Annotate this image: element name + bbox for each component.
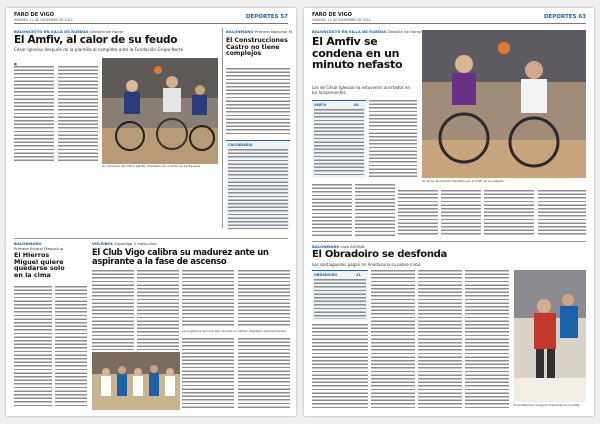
right-lead-headline: El Amfiv se condena en un minuto nefasto: [312, 35, 403, 72]
left-side-kicker-sub: Primera Nacional M: [254, 29, 292, 34]
right-second-score-text: [314, 279, 366, 319]
right-masthead: [312, 12, 586, 24]
right-masthead-name: FARO DE VIGO: [312, 12, 352, 18]
left-lead-photo: [102, 58, 218, 164]
right-lead-text-col-7: [538, 190, 586, 236]
left-second-kicker-text: BALONMANO: [14, 241, 42, 246]
right-lead-caption: Un lance del partido disputado por el Amfiv en su pabellón.: [422, 179, 506, 183]
right-lead-subhead: Los de César Iglesias no estuvieron acertados en los lanzamientos: [312, 85, 410, 95]
left-lead-caption: Un momento del último partido disputado por el Amfiv en As Travesas.: [102, 164, 202, 168]
right-lead-kicker-text: BALONCESTO EN SILLA DE RUEDAS: [312, 29, 387, 34]
right-lead-photo: [422, 30, 586, 178]
right-second-kicker-sub: Liga ASOBAL: [340, 244, 366, 249]
right-page-number: 63: [578, 14, 586, 20]
left-second-headline: El Hierros Miguel quiere quedarse solo en la cima: [14, 251, 65, 280]
left-calendar-title: CALENDARIO: [228, 143, 253, 147]
right-story-divider: [312, 241, 586, 242]
right-second-caption: El Anaitasuna consiguió imponerse en su pista.: [514, 403, 581, 407]
right-lead-text-col-2: [312, 184, 352, 236]
left-lead-kicker-text: BALONCESTO EN SILLA DE RUEDAS: [14, 29, 89, 34]
right-lead-text-col-3: [355, 184, 395, 236]
volleyball-team-photo: [92, 352, 180, 410]
left-third-kicker: [92, 241, 157, 246]
right-lead-text-col-6: [484, 190, 534, 236]
left-masthead-section: [246, 14, 288, 20]
left-side-kicker: [226, 29, 292, 34]
right-lead-text-col-1: [369, 100, 417, 178]
right-lead-text-col-5: [441, 190, 481, 236]
right-lead-text-col-4: [398, 190, 438, 236]
left-third-text-col-6: [238, 338, 290, 410]
right-section-label: DEPORTES: [543, 14, 577, 20]
left-second-kicker-sub: Primera Estatal Masculina: [14, 246, 64, 251]
right-second-subhead: Los santiagueses pagan en Anaitasuna su pobre inicio: [312, 262, 421, 267]
left-lead-headline: El Amfiv, al calor de su feudo: [14, 34, 178, 46]
left-lead-text-col-1: [14, 66, 54, 162]
right-lead-score-title: AMFIV: [314, 103, 327, 107]
right-lead-score-text: [314, 109, 364, 177]
left-masthead: [14, 12, 288, 24]
right-lead-kicker: [312, 29, 422, 34]
left-page: [6, 8, 296, 416]
right-lead-kicker-sub: División de Honor: [387, 29, 422, 34]
left-third-kicker-sub: Superliga 2 masculina: [114, 241, 157, 246]
left-side-text: [226, 68, 290, 136]
left-third-caption: Los jugadores del Club Vigo durante un partido disputado esta temporada.: [182, 329, 287, 333]
left-column-separator: [222, 28, 223, 228]
right-lead-score-value: 64: [354, 103, 359, 107]
left-third-photo: [92, 352, 180, 410]
left-masthead-name: FARO DE VIGO: [14, 12, 54, 18]
left-second-text-col-1: [14, 286, 52, 408]
left-story-divider: [14, 238, 288, 239]
right-second-scorebox: [312, 270, 368, 320]
left-page-number: 57: [280, 14, 288, 20]
left-lead-text-col-2: [58, 66, 98, 162]
left-calendar-box: [226, 140, 290, 230]
right-second-headline: El Obradoiro se desfonda: [312, 249, 447, 260]
left-side-kicker-text: BALONMANO: [226, 29, 254, 34]
left-third-text-col-2: [137, 270, 179, 350]
handball-player-photo: [514, 270, 586, 402]
left-third-text-col-1: [92, 270, 134, 350]
right-page: [304, 8, 594, 416]
right-second-score-value: 21: [356, 273, 361, 277]
left-lead-kicker-sub: División de Honor: [89, 29, 124, 34]
right-second-text-col-3: [465, 270, 509, 410]
left-second-text-col-2: [55, 286, 87, 408]
left-third-text-col-5: [182, 338, 234, 410]
left-third-text-col-4: [238, 270, 290, 326]
right-lead-scorebox: [312, 100, 366, 178]
right-second-score-title: OBRADOIRO: [314, 273, 338, 277]
left-lead-byline-mark: ■: [14, 62, 17, 66]
left-third-headline: El Club Vigo calibra su madurez ante un aspirante a la fase de ascenso: [92, 247, 269, 266]
left-section-label: DEPORTES: [245, 14, 279, 20]
left-masthead-date: VIERNES, 12 DE DICIEMBRE DE 2014: [14, 18, 73, 22]
wheelchair-match-photo: [422, 30, 586, 178]
right-second-text-col-1: [371, 270, 415, 410]
right-second-text-col-0: [312, 324, 368, 410]
wheelchair-basketball-photo: [102, 58, 218, 164]
right-second-text-col-2: [418, 270, 462, 410]
right-second-photo: [514, 270, 586, 402]
right-second-kicker-text: BALONMANO: [312, 244, 340, 249]
right-masthead-date: VIERNES, 12 DE DICIEMBRE DE 2014: [312, 18, 371, 22]
right-masthead-section: [544, 14, 586, 20]
left-calendar-text: [228, 149, 288, 229]
left-third-text-col-3: [182, 270, 234, 326]
left-lead-subhead: César Iglesias después de la plantilla al completo ante la Fundación Grupo Norte: [14, 47, 184, 52]
left-side-headline: El Construcciones Castro no tiene complejos: [226, 37, 288, 57]
left-third-kicker-text: VOLEIBOL: [92, 241, 114, 246]
